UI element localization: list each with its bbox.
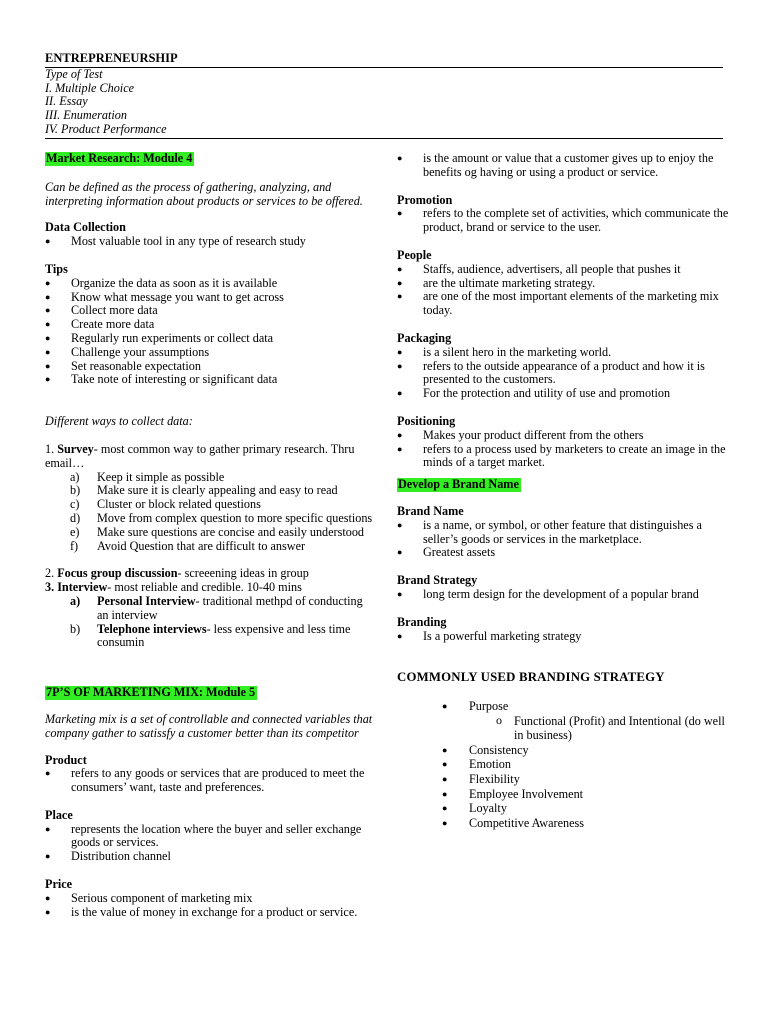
list-item: ● Emotion [442, 757, 731, 772]
data-collection-list [45, 235, 375, 249]
list-item: b) Telephone interviews- less expensive and less time consumin [70, 621, 351, 650]
branding-strategy-list [397, 699, 731, 830]
module5-description: Marketing mix is a set of controllable and connected variables that company gather to satissfy a customer better than its competitor [45, 711, 373, 740]
positioning-list [397, 429, 731, 470]
module4-description: Can be defined as the process of gathering, analyzing, and interpreting information about products or services to be offered. [45, 179, 363, 208]
branding-strategy-heading: COMMONLY USED BRANDING STRATEGY [397, 670, 665, 685]
list-item: ● Take note of interesting or significant data [45, 373, 375, 387]
place-list [45, 823, 375, 864]
tips-list [45, 277, 375, 387]
list-item: ● Loyalty [442, 801, 731, 816]
list-item: ● Serious component of marketing mix [45, 892, 375, 906]
brand-name-section-heading: Develop a Brand Name [398, 477, 519, 492]
module4-heading: Market Research: Module 4 [46, 151, 193, 165]
list-item: e) Make sure questions are concise and easily understood [70, 524, 365, 539]
list-item: ● For the protection and utility of use and promotion [397, 387, 731, 401]
people-heading: People [397, 247, 432, 262]
branding-heading: Branding [397, 614, 447, 629]
list-item: a) Personal Interview- traditional methpd of conducting an interview [70, 593, 363, 622]
test-type-line: Type of Test [45, 66, 103, 81]
people-list [397, 263, 731, 318]
list-item: ● is the amount or value that a customer gives up to enjoy the benefits og having or using a product or service. [397, 152, 731, 180]
module5-heading: 7P’S OF MARKETING MIX: Module 5 [46, 685, 256, 700]
list-item: ● Regularly run experiments or collect data [45, 332, 375, 346]
list-item: ● is a name, or symbol, or other feature that distinguishes a seller’s goods or services in the marketplace. [397, 519, 731, 547]
list-item: ● Know what message you want to get across [45, 291, 375, 305]
survey-line: 1. Survey- most common way to gather primary research. Thru email… [45, 441, 355, 470]
list-item: d) Move from complex question to more specific questions [70, 510, 373, 525]
list-item: ● long term design for the development of a popular brand [397, 588, 731, 602]
right-column [397, 152, 731, 830]
list-item: ● are the ultimate marketing strategy. [397, 277, 731, 291]
place-heading: Place [45, 807, 73, 822]
list-item: b) Make sure it is clearly appealing and easy to read [70, 483, 338, 498]
positioning-heading: Positioning [397, 413, 456, 428]
brand-strategy-list [397, 588, 731, 602]
list-item: ● Collect more data [45, 304, 375, 318]
document-header [45, 52, 723, 139]
purpose-sublist [469, 714, 731, 743]
list-item: ● Competitive Awareness [442, 816, 731, 831]
list-item: ● Distribution channel [45, 850, 375, 864]
ways-heading: Different ways to collect data: [45, 414, 193, 429]
product-heading: Product [45, 752, 87, 767]
focus-group-line: 2. Focus group discussion- screeening ideas in group [45, 566, 309, 581]
product-list [45, 767, 375, 795]
test-type-line: IV. Product Performance [45, 123, 723, 139]
price-continued-list [397, 152, 731, 180]
brand-name-list [397, 519, 731, 560]
packaging-heading: Packaging [397, 330, 452, 345]
list-item: ● represents the location where the buyer and seller exchange goods or services. [45, 823, 375, 851]
list-item: f) Avoid Question that are difficult to answer [70, 538, 306, 553]
tips-heading: Tips [45, 261, 68, 276]
list-item: ● Set reasonable expectation [45, 360, 375, 374]
survey-tips-list [45, 471, 375, 554]
brand-strategy-heading: Brand Strategy [397, 573, 478, 588]
test-type-line: III. Enumeration [45, 108, 127, 123]
list-item: ● are one of the most important elements of the marketing mix today. [397, 290, 731, 318]
data-collection-heading: Data Collection [45, 220, 126, 235]
list-item: ● is the value of money in exchange for a product or service. [45, 906, 375, 920]
list-item: ● Makes your product different from the others [397, 429, 731, 443]
left-column [45, 152, 375, 919]
interview-line: 3. Interview- most reliable and credible. 10-40 mins [45, 580, 302, 595]
list-item: ● Employee Involvement [442, 787, 731, 802]
promotion-heading: Promotion [397, 192, 453, 207]
list-item: ● Challenge your assumptions [45, 346, 375, 360]
price-heading: Price [45, 877, 73, 892]
list-item: ● Purpose o Functional (Profit) and Intentional (do well in business) [442, 699, 731, 743]
branding-list [397, 630, 731, 644]
test-type-line: II. Essay [45, 94, 88, 109]
list-item: ● refers to a process used by marketers to create an image in the minds of a target market. [397, 443, 731, 471]
list-item: ● Organize the data as soon as it is available [45, 277, 375, 291]
list-item: a) Keep it simple as possible [70, 469, 225, 484]
test-type-line: I. Multiple Choice [45, 80, 135, 95]
list-item: ● refers to the outside appearance of a product and how it is presented to the customers. [397, 360, 731, 388]
list-item: ● refers to the complete set of activities, which communicate the product, brand or service to the user. [397, 207, 731, 235]
promotion-list [397, 207, 731, 235]
price-list [45, 892, 375, 920]
list-item: ● Flexibility [442, 772, 731, 787]
list-item: ● Create more data [45, 318, 375, 332]
brand-name-heading: Brand Name [397, 503, 464, 518]
list-item: ● Staffs, audience, advertisers, all people that pushes it [397, 263, 731, 277]
interview-types-list [45, 595, 375, 650]
list-item: ● Most valuable tool in any type of research study [45, 235, 375, 249]
packaging-list [397, 346, 731, 401]
list-item: ● Consistency [442, 743, 731, 758]
list-item: ● Is a powerful marketing strategy [397, 630, 731, 644]
list-item: ● Greatest assets [397, 546, 731, 560]
list-item: ● refers to any goods or services that are produced to meet the consumers’ want, taste and preferences. [45, 767, 375, 795]
document-title: ENTREPRENEURSHIP [45, 52, 723, 68]
list-item: ● is a silent hero in the marketing world. [397, 346, 731, 360]
list-item: c) Cluster or block related questions [70, 497, 261, 512]
list-item: o Functional (Profit) and Intentional (do well in business) [496, 714, 731, 743]
